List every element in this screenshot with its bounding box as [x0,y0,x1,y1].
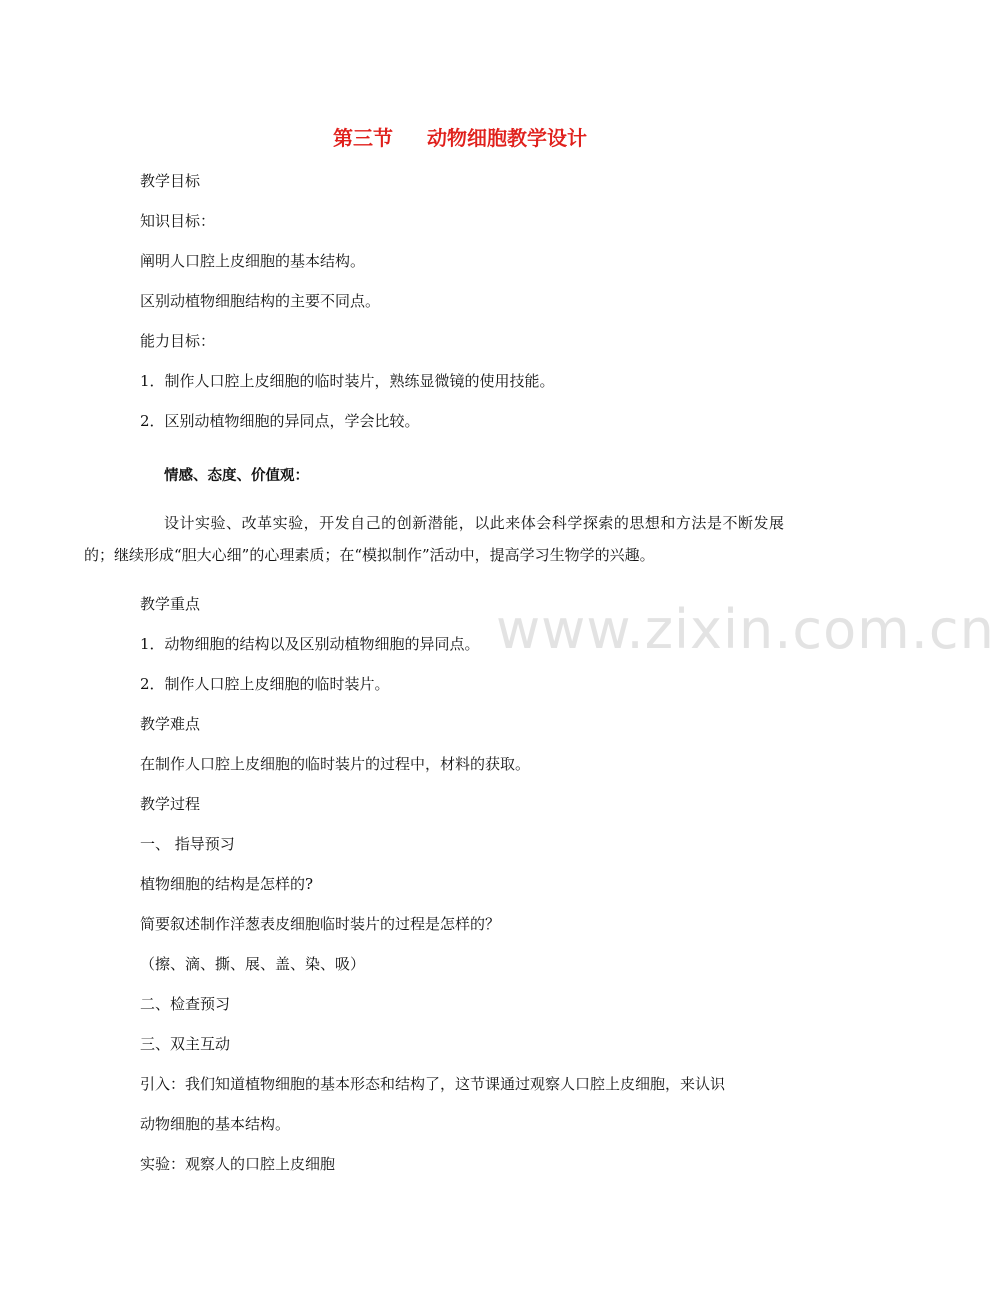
list-item: 2．区别动植物细胞的异同点，学会比较。 [140,412,420,430]
paragraph-attitude: 设计实验、改革实验，开发自己的创新潜能，以此来体会科学探索的思想和方法是不断发展的；继续形成“胆大心细”的心理素质；在“模拟制作”活动中，提高学习生物学的兴趣。 [84,514,784,564]
paragraph-line: 引入：我们知道植物细胞的基本形态和结构了，这节课通过观察人口腔上皮细胞，来认识 [140,1075,726,1093]
paragraph-line: （擦、滴、撕、展、盖、染、吸） [140,955,366,973]
page-title [0,124,920,152]
list-item: 1．动物细胞的结构以及区别动植物细胞的异同点。 [140,635,480,653]
paragraph-line: 区别动植物细胞结构的主要不同点。 [140,292,381,310]
heading-teaching-goals: 教学目标 [140,172,201,190]
list-item: 1．制作人口腔上皮细胞的临时装片，熟练显微镜的使用技能。 [140,372,555,390]
section-heading: 二、检查预习 [140,995,231,1013]
heading-process: 教学过程 [140,795,201,813]
heading-difficulties: 教学难点 [140,715,201,733]
heading-attitude-values: 情感、态度、价值观： [164,468,309,484]
heading-knowledge-goals: 知识目标： [140,212,216,230]
watermark: www.zixin.com.cn [496,598,995,661]
section-heading: 一、 指导预习 [140,835,235,853]
section-heading: 三、双主互动 [140,1035,231,1053]
heading-key-points: 教学重点 [140,595,201,613]
paragraph-line: 阐明人口腔上皮细胞的基本结构。 [140,252,366,270]
paragraph-line: 在制作人口腔上皮细胞的临时装片的过程中，材料的获取。 [140,755,531,773]
paragraph-line: 实验：观察人的口腔上皮细胞 [140,1155,336,1173]
title-section: 第三节 [333,126,393,150]
heading-ability-goals: 能力目标： [140,332,216,350]
paragraph-line: 动物细胞的基本结构。 [140,1115,291,1133]
list-item: 2．制作人口腔上皮细胞的临时装片。 [140,675,390,693]
paragraph-line: 简要叙述制作洋葱表皮细胞临时装片的过程是怎样的？ [140,915,501,933]
title-topic: 动物细胞教学设计 [427,126,587,150]
paragraph-line: 植物细胞的结构是怎样的? [140,875,314,893]
